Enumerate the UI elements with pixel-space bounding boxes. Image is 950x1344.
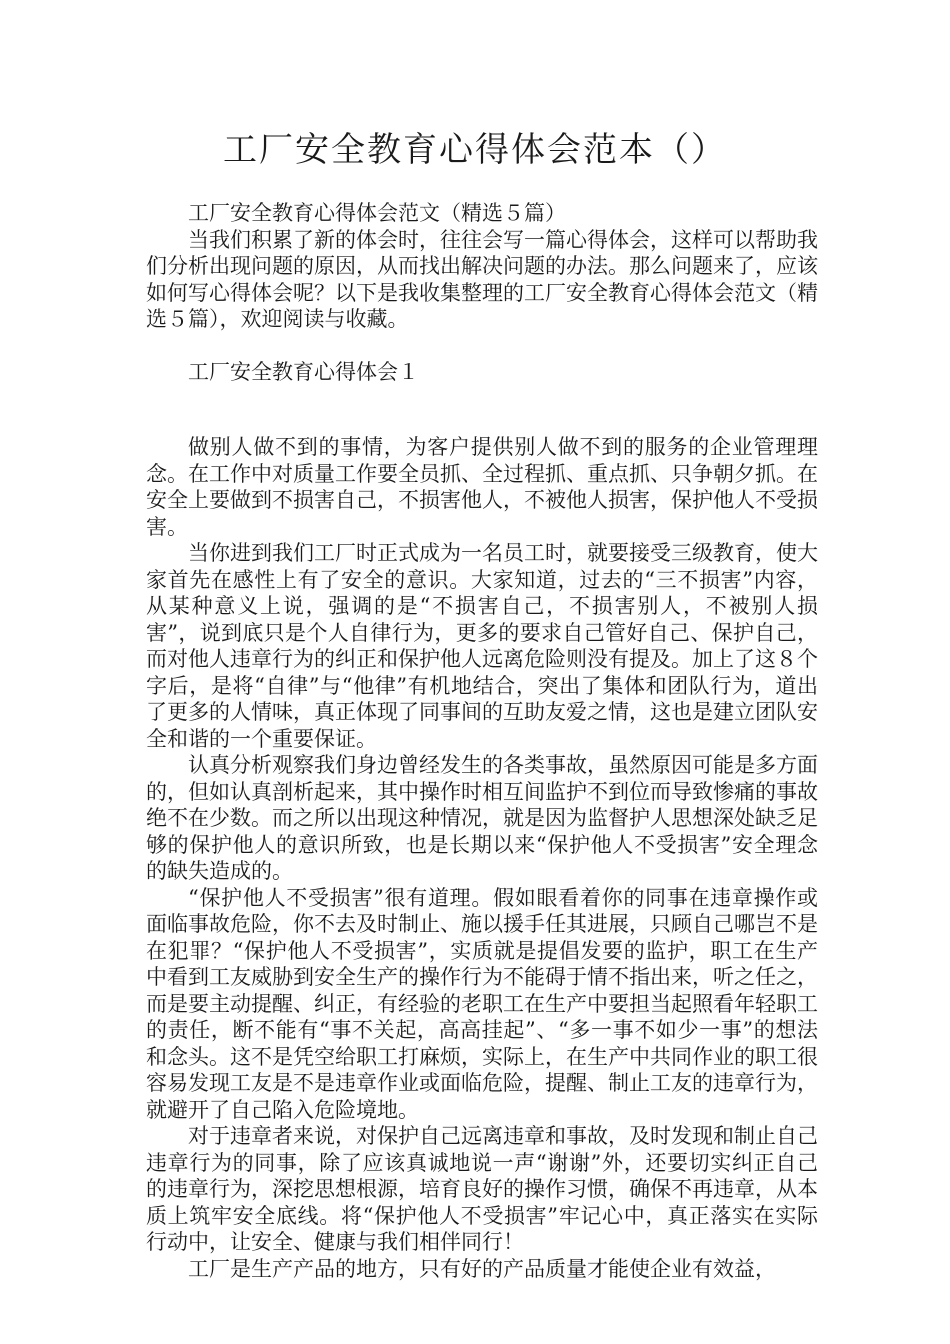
body-paragraph: 当你进到我们工厂时正式成为一名员工时，就要接受三级教育，使大家首先在感性上有了安全的意识。大家知道，过去的“三不损害”内容，从某种意义上说，强调的是“不损害自己，不损害别人，不被别人损害”，说到底只是个人自律行为，更多的要求自己管好自己、保护自己，而对他人违章行为的纠正和保护他人远离危险则没有提及。加上了这８个字后，是将“自律”与“他律”有机地结合，突出了集体和团队行为，道出了更多的人情味，真正体现了同事间的互助友爱之情，这也是建立团队安全和谐的一个重要保证。 bbox=[146, 541, 818, 751]
intro-paragraph: 当我们积累了新的体会时，往往会写一篇心得体会，这样可以帮助我们分析出现问题的原因，从而找出解决问题的办法。那么问题来了，应该如何写心得体会呢？以下是我收集整理的工厂安全教育心得体会范文（精选５篇），欢迎阅读与收藏。 bbox=[146, 227, 818, 331]
spacer bbox=[146, 386, 818, 408]
spacer bbox=[146, 408, 818, 435]
document-title: 工厂安全教育心得体会范本（） bbox=[223, 130, 727, 170]
body-paragraph: 认真分析观察我们身边曾经发生的各类事故，虽然原因可能是多方面的，但如认真剖析起来，其中操作时相互间监护不到位而导致惨痛的事故绝不在少数。而之所以出现这种情况，就是因为监督护人思想深处缺乏足够的保护他人的意识所致，也是长期以来“保护他人不受损害”安全理念的缺失造成的。 bbox=[146, 753, 818, 883]
section-heading: 工厂安全教育心得体会１ bbox=[188, 360, 419, 384]
body-paragraph: 工厂是生产产品的地方，只有好的产品质量才能使企业有效益， bbox=[188, 1256, 776, 1281]
spacer bbox=[146, 333, 818, 360]
body-paragraph: “保护他人不受损害”很有道理。假如眼看着你的同事在违章操作或面临事故危险，你不去及时制止、施以援手任其进展，只顾自己哪岂不是在犯罪？“保护他人不受损害”，实质就是提倡发要的监护，职工在生产中看到工友威胁到安全生产的操作行为不能碍于情不指出来，听之任之，而是要主动提醒、纠正，有经验的老职工在生产中要担当起照看年轻职工的责任，断不能有“事不关起，高高挂起”、“多一事不如少一事”的想法和念头。这不是凭空给职工打麻烦，实际上，在生产中共同作业的职工很容易发现工友是不是违章作业或面临危险，提醒、制止工友的违章行为，就避开了自己陷入危险境地。 bbox=[146, 885, 818, 1122]
document-body bbox=[146, 200, 818, 1282]
body-paragraph: 对于违章者来说，对保护自己远离违章和事故，及时发现和制止自己违章行为的同事，除了应该真诚地说一声“谢谢”外，还要切实纠正自己的违章行为，深挖思想根源，培育良好的操作习惯，确保不再违章，从本质上筑牢安全底线。将“保护他人不受损害”牢记心中，真正落实在实际行动中，让安全、健康与我们相伴同行！ bbox=[146, 1124, 818, 1254]
body-paragraph: 做别人做不到的事情，为客户提供别人做不到的服务的企业管理理念。在工作中对质量工作要全员抓、全过程抓、重点抓、只争朝夕抓。在安全上要做到不损害自己，不损害他人，不被他人损害，保护他人不受损害。 bbox=[146, 435, 818, 539]
document-subtitle: 工厂安全教育心得体会范文（精选５篇） bbox=[188, 201, 566, 225]
